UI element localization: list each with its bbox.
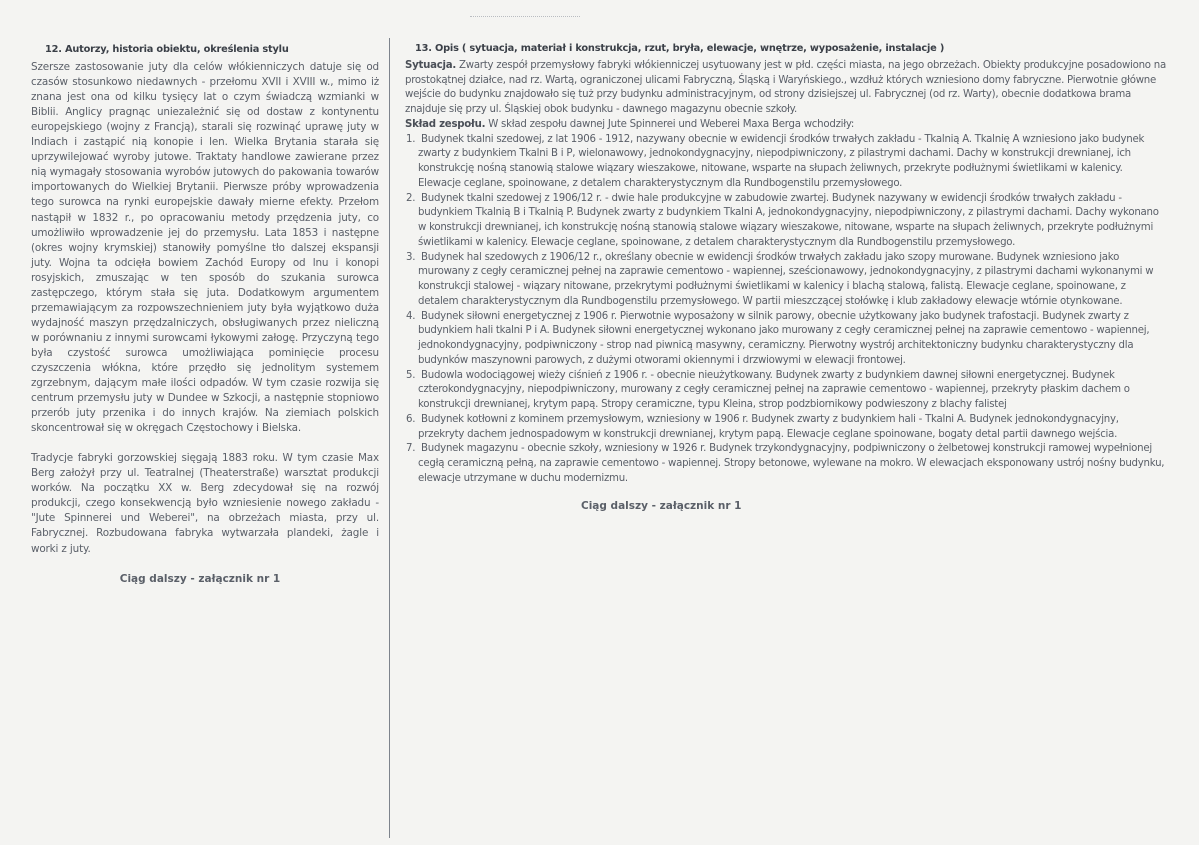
list-item-text: Budowla wodociągowej wieży ciśnień z 1906 r. - obecnie nieużytkowany. Budynek zwarty z budynkiem dawnej siłowni energetycznej. Budynek czterokondygnacyjny, niepodpiwniczony, murowany z cegły ceramicznej pełnej na zaprawie cementowo - wapiennej, przekryty płaskim dachem o konstrukcji drewnianej, krytym papą. Stropy ceramiczne, typu Kleina, strop podzbiornikowy podwieszony z blachy falistej xyxy=(418,369,1130,410)
list-item-number: 7. xyxy=(406,443,416,455)
history-paragraph-1: Szersze zastosowanie juty dla celów włókienniczych datuje się od czasów stosunkowo niedawnych - przełomu XVII i XVIII w., mimo iż znana jest ona od kilku tysięcy lat o czym świadczą wzmianki w Biblii. Anglicy pragnąc uniezależnić się od dostaw z kontynentu europejskiego (wojny z Francją), starali się rozwinąć uprawę juty w Indiach i zastąpić nią konopie i len. Wielka Brytania starała się uprzywilejować wyroby jutowe. Traktaty handlowe zawierane przez nią wymagały stosowania wyrobów jutowych do pakowania towarów importowanych do Wielkiej Brytanii. Pierwsze próby wprowadzenia tego surowca na rynki europejskie dawały mierne efekty. Przełom nastąpił w 1832 r., po opracowaniu metody przędzenia juty, co umożliwiło wprowadzenie jej do przemysłu. Lata 1853 i następne (okres wojny krymskiej) stanowiły pomyślne tło dalszej ekspansji juty. Wojna ta odcięła bowiem Zachód Europy od lnu i konopi rosyjskich, zmuszając w ten sposób do szukania surowca zastępczego, którym stała się juta. Dodatkowym argumentem przemawiającym za rozpowszechnieniem juty była wyjątkowo duża wydajność maszyn przędzalniczych, obsługiwanych przez nieliczną w porównaniu z innymi surowcami łykowymi załogę. Przyczyną tego była czystość surowca umożliwiająca pominięcie procesu czyszczenia włókna, które przędło się jednolitym systemem zgrzebnym, dającym małe ilości odpadów. W tym czasie rozwija się centrum przemysłu juty w Dundee w Szkocji, a następnie stopniowo przerób juty przenika i do innych krajów. Na ziemiach polskich skoncentrował się w okręgach Częstochowy i Bielska. xyxy=(31,61,379,435)
section-12-heading: 12. Autorzy, historia obiektu, określenia stylu xyxy=(45,44,289,55)
situation-label: Sytuacja. xyxy=(405,59,457,71)
list-item xyxy=(406,413,1167,443)
list-item-text: Budynek tkalni szedowej, z lat 1906 - 1912, nazywany obecnie w ewidencji środków trwałych zakładu - Tkalnią A. Tkalnię A wzniesiono jako budynek zwarty z budynkiem Tkalni B i P, wielonawowy, jednokondygnacyjny, niepodpiwniczony, z pilastrymi dachami. Dachy w konstrukcji drewnianej, ich konstrukcję nośną stanowią stalowe wiązary wieszakowe, nitowane, wsparte na słupach żeliwnych, przekryte podłużnymi świetlikami w kalenicy. Elewacje ceglane, spoinowane, z detalem charakterystycznym dla Rundbogenstilu przemysłowego. xyxy=(418,133,1145,189)
composition-text: W skład zespołu dawnej Jute Spinnerei und Weberei Maxa Berga wchodziły: xyxy=(485,118,855,130)
list-item-number: 5. xyxy=(406,369,416,381)
situation-text: Zwarty zespół przemysłowy fabryki włókienniczej usytuowany jest w płd. części miasta, na jego obrzeżach. Obiekty produkcyjne posadowiono na prostokątnej działce, nad rz. Wartą, ograniczonej ulicami Fabryczną, Śląską i Waryńskiego., wzdłuż których wzniesiono domy fabryczne. Pierwotnie główne wejście do budynku znajdowało się tuż przy budynku administracyjnym, od strony dzisiejszej ul. Fabrycznej (od rz. Warty), obecnie dodatkowa brama znajduje się przy ul. Śląskiej obok budynku - dawnego magazynu obecnie szkoły. xyxy=(405,59,1166,115)
list-item-text: Budynek hal szedowych z 1906/12 r., określany obecnie w ewidencji środków trwałych zakładu jako szopy murowane. Budynek wzniesiono jako murowany z cegły ceramicznej pełnej na zaprawie cementowo - wapiennej, sześcionawowy, jednokondygnacyjny, z pilastrymi dachami wykonanymi w konstrukcji stalowej - wiązary nitowane, przekrytymi podłużnymi świetlikami w kalenicy i blachą stalową, falistą. Elewacje ceglane, spoinowane, z detalem charakterystycznym dla Rundbogenstilu przemysłowego. W partii mieszczącej stołówkę i klub zakładowy elewacje wtórnie otynkowane. xyxy=(418,251,1154,307)
list-item-text: Budynek siłowni energetycznej z 1906 r. Pierwotnie wyposażony w silnik parowy, obecnie użytkowany jako budynek trafostacji. Budynek zwarty z budynkiem hali tkalni P i A. Budynek siłowni energetycznej wykonano jako murowany z cegły ceramicznej pełnej na zaprawie cementowo - wapiennej, jednokondygnacyjny, podpiwniczony - strop nad piwnicą masywny, ceramiczny. Pierwotny wystrój architektoniczny budynku charakterystyczny dla budynków maszynowni parowych, z dużymi otworami okiennymi i drzwiowymi w elewacji frontowej. xyxy=(418,310,1150,366)
list-item xyxy=(406,192,1167,251)
history-paragraph-2: Tradycje fabryki gorzowskiej sięgają 1883 roku. W tym czasie Max Berg założył przy ul. Teatralnej (Theaterstraße) warsztat produkcji worków. Na początku XX w. Berg zdecydował się na rozwój produkcji, czego konsekwencją było wzniesienie nowego zakładu - "Jute Spinnerei und Weberei", na obrzeżach miasta, przy ul. Fabrycznej. Rozbudowana fabryka wytwarzała plandeki, żagle i worki z juty. xyxy=(31,452,379,555)
section-13-heading: 13. Opis ( sytuacja, materiał i konstrukcja, rzut, bryła, elewacje, wnętrze, wyposażenie, instalacje ) xyxy=(415,43,945,54)
scan-artifact xyxy=(470,16,580,20)
continued-note-right: Ciąg dalszy - załącznik nr 1 xyxy=(581,499,742,512)
situation-paragraph xyxy=(405,59,1167,118)
list-item-text: Budynek magazynu - obecnie szkoły, wzniesiony w 1926 r. Budynek trzykondygnacyjny, podpiwniczony o żelbetowej konstrukcji ramowej wypełnionej cegłą ceramiczną pełną, na zaprawie cementowo - wapiennej. Stropy betonowe, wylewane na mokro. W elewacjach eksponowany ustrój nośny budynku, elewacje utrzymane w duchu modernizmu. xyxy=(418,443,1165,484)
continued-note-left: Ciąg dalszy - załącznik nr 1 xyxy=(119,572,281,585)
list-item xyxy=(406,442,1167,486)
list-item-number: 6. xyxy=(406,413,416,425)
list-item-number: 3. xyxy=(406,251,416,263)
list-item-text: Budynek tkalni szedowej z 1906/12 r. - dwie hale produkcyjne w zabudowie zwartej. Budynek nazywany w ewidencji środków trwałych zakładu - budynkiem Tkalnią B i Tkalnią P. Budynek zwarty z budynkiem Tkalni A, jednokondygnacyjny, niepodpiwniczony, z pilastrymi dachami. Dachy wykonano w konstrukcji drewnianej, ich konstrukcję nośną stanowią stalowe wiązary wieszakowe, nitowane, wsparte na słupach żeliwnych, przekryte podłużnymi świetlikami w kalenicy. Elewacje ceglane, spoinowane, z detalem charakterystycznym dla Rundbogenstilu przemysłowego. xyxy=(418,192,1159,248)
composition-label: Skład zespołu. xyxy=(405,118,486,130)
list-item-number: 4. xyxy=(406,310,416,322)
list-item-text: Budynek kotłowni z kominem przemysłowym, wzniesiony w 1906 r. Budynek zwarty z budynkiem hali - Tkalni A. Budynek jednokondygnacyjny, przekryty dachem jednospadowym w konstrukcji drewnianej, krytym papą. Elewacje ceglane spoinowane, bogaty detal partii dawnego wejścia. xyxy=(418,413,1119,440)
list-item-number: 2. xyxy=(406,192,416,204)
list-item-number: 1. xyxy=(406,133,416,145)
composition-paragraph xyxy=(405,118,1167,133)
list-item xyxy=(406,310,1167,369)
list-item xyxy=(406,133,1167,192)
buildings-list xyxy=(405,133,1167,487)
list-item xyxy=(406,369,1167,413)
right-column xyxy=(405,42,1167,513)
left-column xyxy=(31,42,379,587)
column-divider xyxy=(389,38,390,838)
list-item xyxy=(406,251,1167,310)
